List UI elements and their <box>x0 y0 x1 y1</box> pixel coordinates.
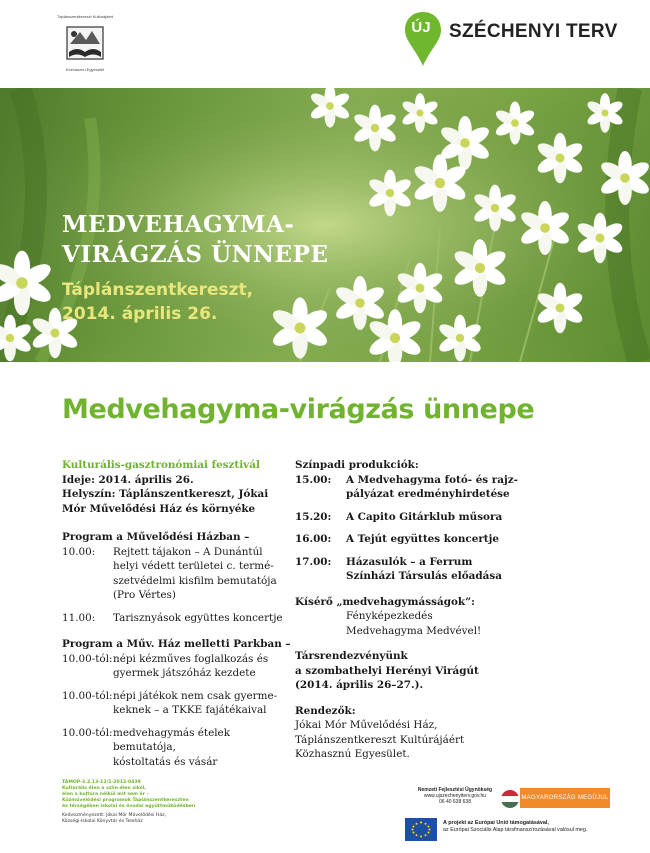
banner-title-line: VIRÁGZÁS ÜNNEPE <box>62 241 329 268</box>
organizers-line: Jókai Mór Művelődési Ház, <box>295 719 438 731</box>
left-program-column <box>62 458 292 769</box>
org-logo-bottom-text: Közhasznú Egyesület <box>65 67 105 72</box>
program-desc-line: gyermek játszóház kezdete <box>113 667 256 679</box>
program-desc-line: kóstoltatás és vásár <box>113 755 218 768</box>
agency-phone: 06 40 638 638 <box>439 799 471 806</box>
event-date: Ideje: 2014. április 26. <box>62 473 194 486</box>
stage-desc-line: pályázat eredményhirdetése <box>346 488 510 500</box>
program-time: 10.00-tól: <box>62 652 113 665</box>
program-item <box>62 545 292 603</box>
eu-support-note <box>443 820 613 834</box>
banner-title <box>62 210 328 270</box>
book-emblem-icon <box>56 14 114 72</box>
program-time: 10.00-tól: <box>62 689 113 702</box>
stage-item <box>295 473 545 502</box>
logo-program-name: SZÉCHENYI TERV <box>449 21 618 42</box>
program-desc-line: népi játékok nem csak gyerme- <box>113 689 278 702</box>
stage-time: 15.20: <box>295 510 332 523</box>
section-title-house: Program a Művelődési Házban – <box>62 531 250 543</box>
stage-desc-line: A Tejút együttes koncertje <box>346 533 499 545</box>
program-time: 10.00: <box>62 545 96 558</box>
page-title: Medvehagyma-virágzás ünnepe <box>62 394 535 425</box>
stage-desc-line: A Medvehagyma fotó- és rajz- <box>346 473 518 486</box>
program-desc-line: (Pro Vértes) <box>113 589 176 601</box>
escort-line: Fényképezkedés <box>346 610 433 622</box>
program-item <box>62 652 292 681</box>
event-place-line: Helyszín: Táplánszentkereszt, Jókai <box>62 488 269 500</box>
eu-support-line: A projekt az Európai Unió támogatásával, <box>443 820 549 826</box>
program-time: 11.00: <box>62 611 96 624</box>
logo-badge-text: ÚJ <box>411 19 431 36</box>
stage-desc-line: A Capito Gitárklub műsora <box>346 510 503 523</box>
stage-time: 16.00: <box>295 533 332 545</box>
stage-desc-line: Házasulók – a Ferrum <box>346 555 473 568</box>
eu-flag-icon <box>405 818 437 841</box>
grant-line: Közművelődési programok Táplánszentkereszten <box>62 798 189 803</box>
hungarian-flag-icon <box>501 790 519 808</box>
banner-subtitle-line: Táplánszentkereszt, <box>62 280 254 300</box>
grant-line: Kulturális élen a szlin-élen sikól, <box>62 786 147 791</box>
stage-time: 15.00: <box>295 473 332 486</box>
beneficiary-line: Községi-Iskolai Könyvtár és Teleház <box>62 819 143 824</box>
agency-name: Nemzeti Fejlesztési Ügynökség <box>417 787 493 793</box>
banner-subtitle-line: 2014. április 26. <box>62 304 218 324</box>
organization-logo <box>56 14 114 72</box>
section-title-park: Program a Műv. Ház melletti Parkban – <box>62 638 291 650</box>
festival-type: Kulturális-gasztronómiai fesztivál <box>62 459 260 471</box>
grant-code: TÁMOP-3.2.13-12/1-2012-0439 <box>62 780 141 785</box>
stage-item <box>295 532 545 547</box>
program-desc-line: Rejtett tájakon – A Dunántúl <box>113 545 263 558</box>
partner-event <box>295 649 545 693</box>
stage-item <box>295 510 545 525</box>
program-desc-line: népi kézműves foglalkozás és <box>113 652 269 665</box>
org-logo-top-text: Táplánszentkereszt Kulturájáért <box>56 14 114 19</box>
grant-line: élen a kultúra nélkül mit sem ér – <box>62 792 149 797</box>
partner-line: (2014. április 26–27.). <box>295 679 424 691</box>
escort-line: Medvehagyma Medvével! <box>346 624 482 637</box>
escort-title: Kísérő „medvehagymásságok”: <box>295 595 475 608</box>
program-desc-line: helyi védett területei c. termé- <box>113 560 274 572</box>
program-desc-line: keknek – a TKKE fajátékaival <box>113 704 267 716</box>
program-item <box>62 689 292 718</box>
program-desc-line: medvehagymás ételek bemutatója, <box>113 726 231 753</box>
agency-info <box>405 787 505 806</box>
program-desc-line: Tarisznyások együttes koncertje <box>113 611 283 624</box>
program-desc-line: szetvédelmi kisfilm bemutatója <box>113 574 277 587</box>
stage-title: Színpadi produkciók: <box>295 459 419 471</box>
program-item <box>62 611 292 626</box>
banner-title-line: MEDVEHAGYMA- <box>62 211 295 238</box>
partner-line: Társrendezvényünk <box>295 650 408 662</box>
organizers-line: Közhasznú Egyesület. <box>295 748 410 760</box>
right-program-column <box>295 458 545 762</box>
organizers-line: Táplánszentkereszt Kultúrájáért <box>295 733 465 746</box>
agency-url: www.ujszechenyiterv.gov.hu <box>423 793 487 800</box>
program-item <box>62 726 292 770</box>
government-label: MAGYARORSZÁG MEGÚJUL <box>520 788 610 808</box>
organizers-title: Rendezők: <box>295 704 356 717</box>
beneficiary-line: Kedvezményezett: Jókai Mór Művelődési Ház, <box>62 813 167 818</box>
event-place-line: Mór Művelődési Ház és környéke <box>62 502 256 515</box>
stage-desc-line: Színházi Társulás előadása <box>346 570 502 582</box>
banner-subtitle <box>62 278 253 326</box>
eu-support-line: az Európai Szociális Alap társfinanszírozásával valósul meg. <box>443 827 588 833</box>
grant-info <box>62 780 242 825</box>
szechenyi-terv-logo <box>403 10 618 70</box>
stage-time: 17.00: <box>295 555 332 568</box>
partner-line: a szombathelyi Herényi Virágút <box>295 664 479 677</box>
stage-item <box>295 555 545 584</box>
program-time: 10.00-tól: <box>62 726 113 739</box>
grant-line: és térségében iskolai és óvodai együttműködésben <box>62 804 196 809</box>
